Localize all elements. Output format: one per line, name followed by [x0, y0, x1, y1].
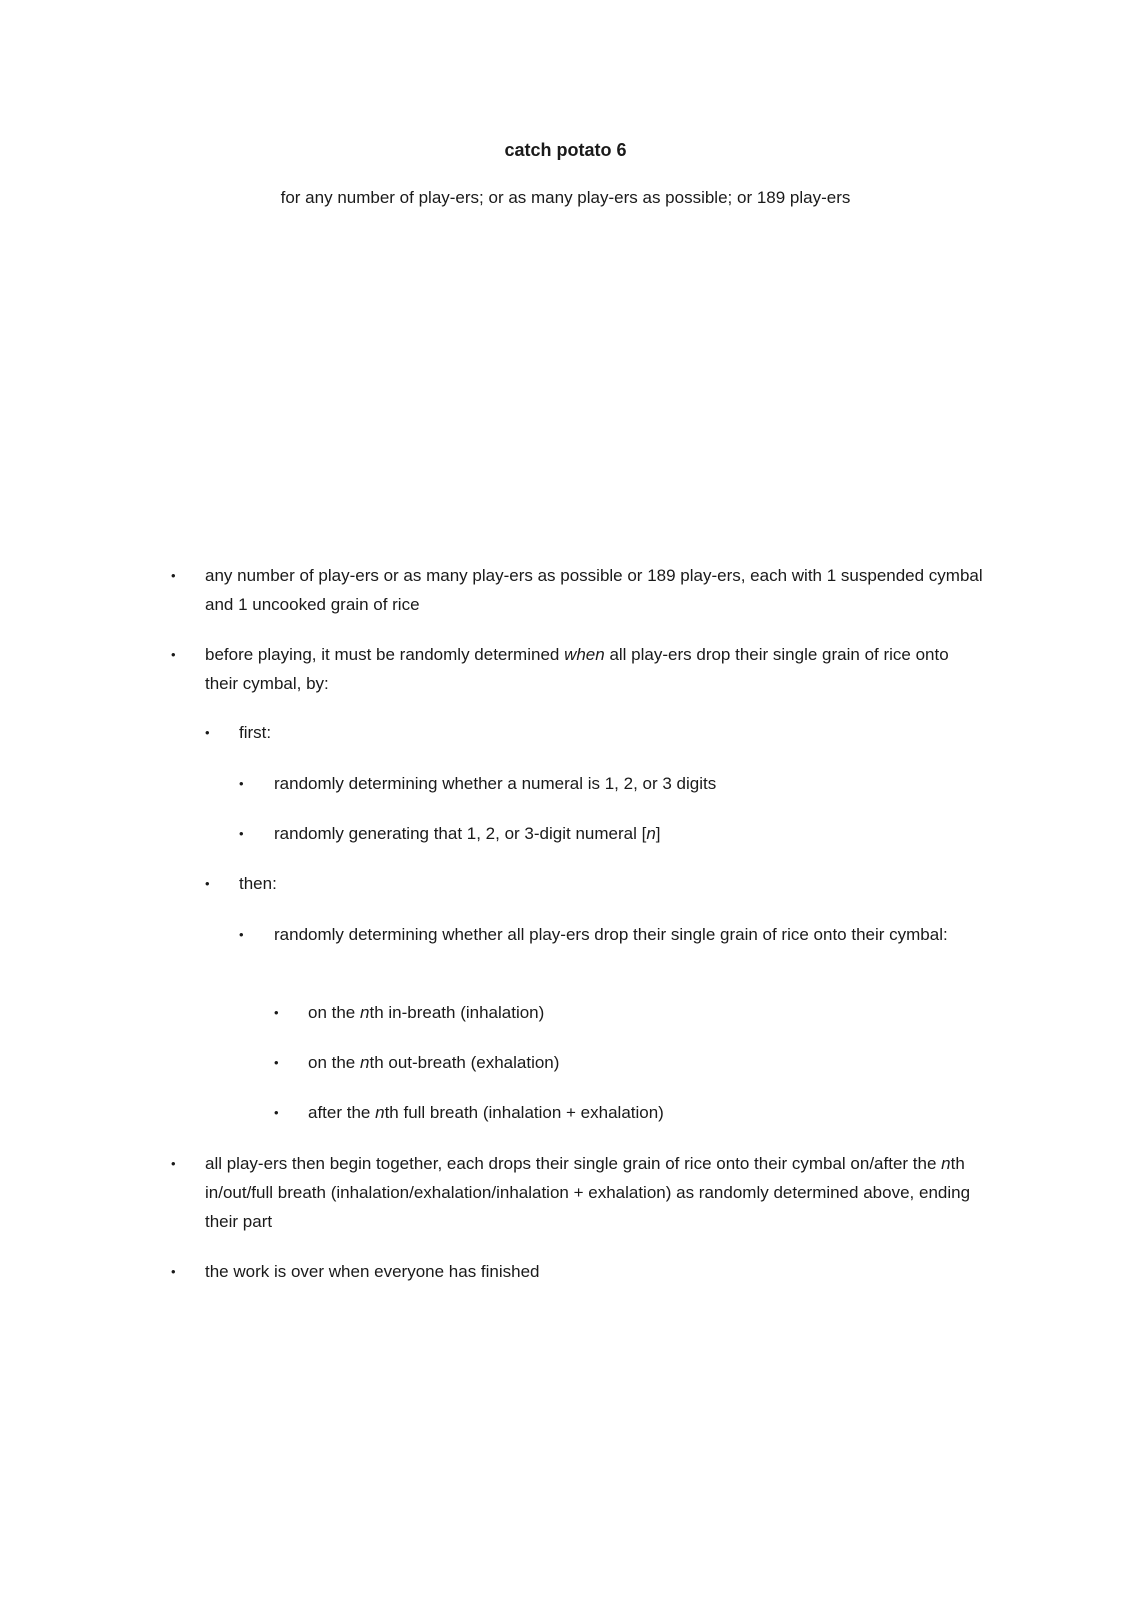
bullet-icon: • [239, 826, 244, 841]
list-item [205, 869, 979, 898]
list-item [239, 920, 986, 949]
list-item [171, 1149, 985, 1236]
list-item [171, 640, 985, 698]
list-item [274, 1098, 968, 1127]
list-item-text: on the nth in-breath (inhalation) [308, 1003, 545, 1022]
list-item-text: before playing, it must be randomly determined when all play-ers drop their single grain of rice onto their cymbal, by: [205, 645, 949, 693]
list-item [274, 998, 968, 1027]
bullet-icon: • [171, 1156, 176, 1171]
bullet-icon: • [205, 725, 210, 740]
bullet-icon: • [171, 1264, 176, 1279]
list-item-text: randomly determining whether a numeral is 1, 2, or 3 digits [274, 774, 717, 793]
list-item [205, 718, 979, 747]
bullet-icon: • [239, 776, 244, 791]
list-item [274, 1048, 968, 1077]
bullet-icon: • [274, 1055, 279, 1070]
bullet-icon: • [274, 1105, 279, 1120]
list-item-text: after the nth full breath (inhalation + exhalation) [308, 1103, 664, 1122]
list-item-text: first: [239, 723, 272, 742]
list-item-text: randomly determining whether all play-ers drop their single grain of rice onto their cymbal: [274, 925, 948, 944]
list-item-text: on the nth out-breath (exhalation) [308, 1053, 560, 1072]
list-item [171, 1257, 985, 1286]
list-item-text: any number of play-ers or as many play-ers as possible or 189 play-ers, each with 1 suspended cymbal and 1 uncooked grain of rice [205, 566, 983, 614]
list-item-text: randomly generating that 1, 2, or 3-digit numeral [n] [274, 824, 661, 843]
list-item [239, 769, 986, 798]
list-item [239, 819, 986, 848]
bullet-icon: • [171, 647, 176, 662]
bullet-icon: • [239, 927, 244, 942]
list-item-text: then: [239, 874, 277, 893]
bullet-icon: • [274, 1005, 279, 1020]
page-subtitle: for any number of play-ers; or as many play-ers as possible; or 189 play-ers [280, 188, 851, 207]
list-item [171, 561, 985, 619]
list-item-text: the work is over when everyone has finished [205, 1262, 540, 1281]
page-title: catch potato 6 [504, 140, 627, 160]
list-item-text: all play-ers then begin together, each drops their single grain of rice onto their cymbal on/after the nth in/out/full breath (inhalation/exhalation/inhalation + exhalation) as randomly determined above, ending their part [205, 1154, 971, 1231]
bullet-icon: • [205, 876, 210, 891]
bullet-icon: • [171, 568, 176, 583]
